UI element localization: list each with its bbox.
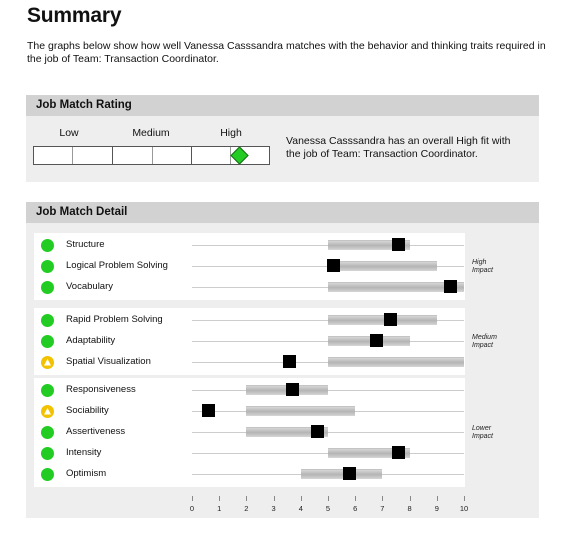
rating-level-high: High <box>220 127 242 139</box>
trait-row <box>34 235 465 256</box>
status-caution-icon <box>41 405 54 418</box>
impact-label: Medium Impact <box>472 333 497 349</box>
score-marker <box>202 404 215 417</box>
trait-group <box>34 308 465 375</box>
axis-tick-label: 9 <box>434 504 439 513</box>
trait-name: Intensity <box>66 447 102 458</box>
axis-tick-label: 8 <box>407 504 412 513</box>
score-marker <box>343 467 356 480</box>
trait-name: Optimism <box>66 468 107 479</box>
score-marker <box>370 334 383 347</box>
trait-row <box>34 401 465 422</box>
status-good-icon <box>41 281 54 294</box>
trait-row <box>34 256 465 277</box>
trait-group <box>34 233 465 300</box>
trait-row <box>34 352 465 373</box>
trait-name: Rapid Problem Solving <box>66 314 163 325</box>
axis-tick <box>437 496 438 501</box>
axis-tick <box>246 496 247 501</box>
axis-tick <box>301 496 302 501</box>
trait-name: Adaptability <box>66 335 116 346</box>
axis-tick <box>192 496 193 501</box>
target-range-bar <box>328 336 410 346</box>
trait-row <box>34 464 465 485</box>
impact-label: High Impact <box>472 258 494 274</box>
axis-tick-label: 10 <box>459 504 469 513</box>
status-good-icon <box>41 447 54 460</box>
score-marker <box>392 446 405 459</box>
rating-level-medium: Medium <box>132 127 170 139</box>
status-caution-icon <box>41 356 54 369</box>
job-match-detail-header: Job Match Detail <box>26 202 539 223</box>
trait-row <box>34 443 465 464</box>
status-good-icon <box>41 468 54 481</box>
axis-tick-label: 3 <box>271 504 276 513</box>
rating-scale-bar <box>33 146 270 165</box>
score-marker <box>283 355 296 368</box>
score-marker <box>311 425 324 438</box>
target-range-bar <box>301 469 383 479</box>
axis-tick-label: 6 <box>353 504 358 513</box>
axis-tick-label: 2 <box>244 504 249 513</box>
trait-row <box>34 310 465 331</box>
axis-tick <box>274 496 275 501</box>
axis-tick-label: 1 <box>217 504 222 513</box>
impact-label: Lower Impact <box>472 424 494 440</box>
target-range-bar <box>328 261 437 271</box>
status-good-icon <box>41 335 54 348</box>
trait-row <box>34 380 465 401</box>
status-good-icon <box>41 239 54 252</box>
score-marker <box>384 313 397 326</box>
score-marker <box>286 383 299 396</box>
axis-tick <box>382 496 383 501</box>
target-range-bar <box>246 406 355 416</box>
axis-tick-label: 0 <box>189 504 195 513</box>
score-marker <box>392 238 405 251</box>
axis-tick <box>464 496 465 501</box>
intro-text: The graphs below show how well Vanessa Casssandra matches with the behavior and thinking traits required in the job of Team: Transaction Coordinator. <box>27 40 546 65</box>
rating-level-low: Low <box>59 127 79 139</box>
rating-marker-diamond-icon <box>230 146 248 164</box>
trait-row <box>34 277 465 298</box>
trait-group <box>34 378 465 487</box>
job-match-detail-panel <box>26 202 539 518</box>
status-good-icon <box>41 426 54 439</box>
status-good-icon <box>41 384 54 397</box>
trait-name: Vocabulary <box>66 281 114 292</box>
job-match-rating-header: Job Match Rating <box>26 95 539 116</box>
axis-tick <box>219 496 220 501</box>
status-good-icon <box>41 314 54 327</box>
trait-row <box>34 422 465 443</box>
trait-name: Logical Problem Solving <box>66 260 168 271</box>
trait-name: Assertiveness <box>66 426 126 437</box>
axis-tick <box>410 496 411 501</box>
scale-line <box>192 390 464 391</box>
score-marker <box>444 280 457 293</box>
score-marker <box>327 259 340 272</box>
target-range-bar <box>328 357 464 367</box>
scale-line <box>192 432 464 433</box>
trait-row <box>34 331 465 352</box>
axis-tick <box>328 496 329 501</box>
trait-name: Spatial Visualization <box>66 356 151 367</box>
axis-tick-label: 4 <box>298 504 303 513</box>
trait-name: Sociability <box>66 405 109 416</box>
trait-name: Responsiveness <box>66 384 136 395</box>
axis-tick <box>355 496 356 501</box>
trait-name: Structure <box>66 239 105 250</box>
page-title: Summary <box>27 4 122 27</box>
axis-tick-label: 7 <box>380 504 385 513</box>
job-match-rating-panel <box>26 95 539 182</box>
target-range-bar <box>328 315 437 325</box>
status-good-icon <box>41 260 54 273</box>
rating-description: Vanessa Casssandra has an overall High fit with the job of Team: Transaction Coordinator. <box>286 135 511 160</box>
axis-tick-label: 5 <box>325 504 331 513</box>
